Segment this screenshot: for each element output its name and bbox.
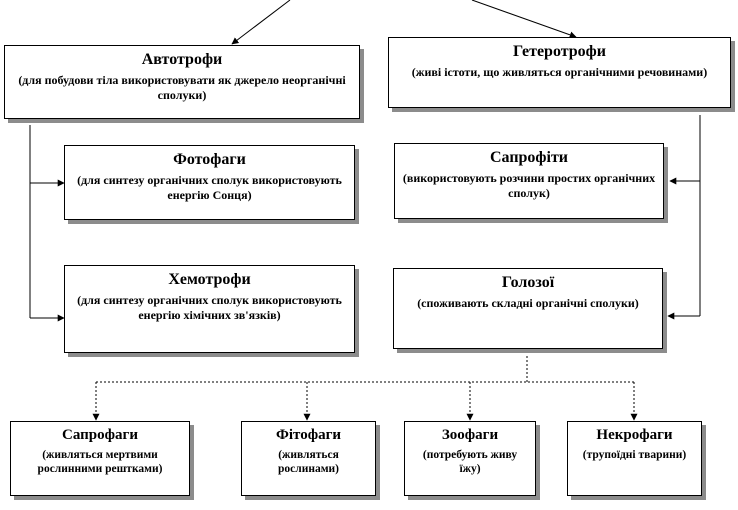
node-chemotrophs-title: Хемотрофи (168, 271, 251, 288)
node-heterotrophs-title: Гетеротрофи (513, 43, 606, 60)
node-autotrophs-title: Автотрофи (141, 51, 223, 68)
node-holozoa-desc: (споживають складні органічні сполуки) (417, 296, 639, 310)
node-saprophages (10, 421, 190, 496)
node-phytophages (241, 421, 376, 496)
node-photophages (64, 145, 355, 220)
node-necrophages-title: Некрофаги (596, 427, 673, 443)
node-chemotrophs-desc: (для синтезу органічних сполук використовують енергію хімічних зв'язків) (77, 293, 342, 322)
node-necrophages-desc: (трупоїдні тварини) (582, 449, 687, 461)
node-phytophages-desc: (живляться рослинами) (278, 449, 339, 475)
node-saprophages-title: Сапрофаги (62, 427, 138, 443)
node-photophages-desc: (для синтезу органічних сполук використовують енергію Сонця) (77, 173, 342, 202)
node-zoophages-title: Зоофаги (441, 427, 499, 443)
node-heterotrophs (388, 37, 731, 108)
arrow-top-to-autotrophs (232, 0, 290, 44)
node-necrophages (567, 421, 702, 496)
arrow-top-to-heterotrophs (472, 0, 576, 37)
node-chemotrophs (64, 265, 355, 353)
node-saprophytes (394, 143, 664, 219)
node-holozoa-title: Голозої (501, 274, 555, 291)
node-saprophages-desc: (живляться мертвими рослинними рештками) (37, 449, 163, 475)
node-autotrophs-desc: (для побудови тіла використовувати як джерело неорганічні сполуки) (18, 73, 346, 102)
node-autotrophs (4, 45, 360, 119)
node-holozoa (393, 268, 663, 349)
node-phytophages-title: Фітофаги (275, 427, 342, 443)
node-heterotrophs-desc: (живі істоти, що живляться органічними речовинами) (411, 65, 708, 79)
node-zoophages (404, 421, 536, 496)
node-photophages-title: Фотофаги (173, 151, 246, 168)
node-saprophytes-desc: (використовують розчини простих органічних сполук) (402, 171, 656, 200)
node-saprophytes-title: Сапрофіти (489, 149, 569, 166)
node-zoophages-desc: (потребують живу їжу) (422, 449, 518, 475)
